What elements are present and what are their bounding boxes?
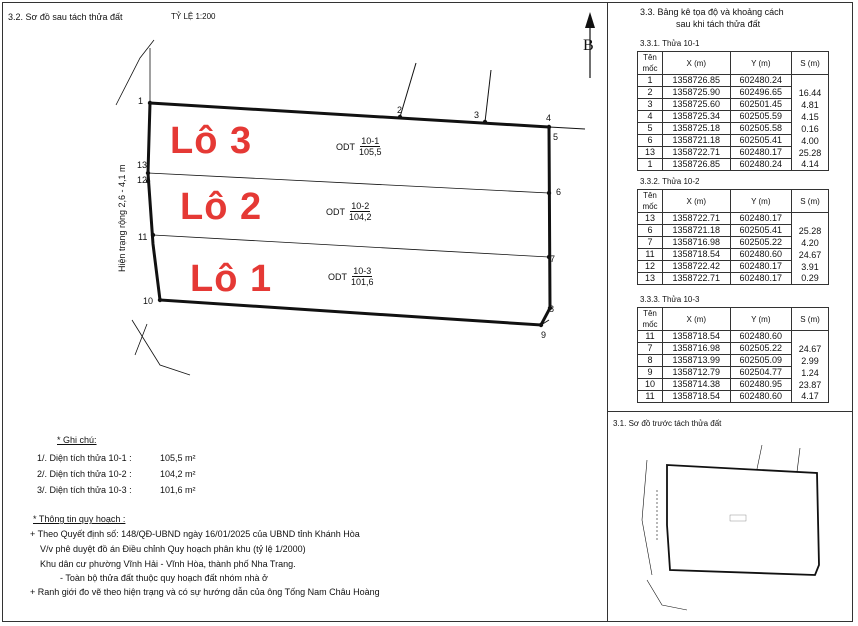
header-marker: Tên mốc xyxy=(638,308,663,331)
table-row xyxy=(638,147,829,159)
marker-cell: 7 xyxy=(638,237,663,249)
x-cell: 1358721.18 xyxy=(663,135,731,147)
marker-cell: 1 xyxy=(638,159,663,171)
before-split-diagram xyxy=(607,440,851,620)
distance-cell: 25.28 xyxy=(792,225,829,237)
notes-title: * Ghi chú: xyxy=(57,435,97,445)
point-label: 4 xyxy=(546,113,552,123)
note-value: 105,5 m² xyxy=(160,453,196,463)
x-cell: 1358718.54 xyxy=(663,331,731,343)
marker-cell: 13 xyxy=(638,273,663,285)
table-title: 3.3.1. Thửa 10-1 xyxy=(640,39,700,48)
table-row xyxy=(638,249,829,261)
distance-cell: 24.67 xyxy=(792,343,829,355)
land-use-code: ODT xyxy=(336,141,355,152)
header-x: X (m) xyxy=(663,52,731,75)
planning-line: + Ranh giới đo vẽ theo hiện trạng và có sự hướng dẫn của ông Tống Nam Châu Hoàng xyxy=(30,587,380,597)
lot-label-10-3 xyxy=(328,266,374,287)
lot-name: Lô 2 xyxy=(180,186,263,228)
x-cell: 1358726.85 xyxy=(663,159,731,171)
y-cell: 602496.65 xyxy=(730,87,791,99)
point-label: 13 xyxy=(137,160,148,170)
distance-cell: 4.15 xyxy=(792,111,829,123)
header-y: Y (m) xyxy=(730,308,791,331)
table-title: 3.3.3. Thửa 10-3 xyxy=(640,295,700,304)
table-row xyxy=(638,379,829,391)
coord-table-10-1 xyxy=(637,51,829,171)
note-value: 104,2 m² xyxy=(160,469,196,479)
table-row xyxy=(638,75,829,87)
x-cell: 1358725.34 xyxy=(663,111,731,123)
y-cell: 602480.17 xyxy=(730,213,791,225)
planning-line: Khu dân cư phường Vĩnh Hải - Vĩnh Hòa, thành phố Nha Trang. xyxy=(40,559,296,569)
parcel-area: 104,2 xyxy=(349,212,372,222)
y-cell: 602505.41 xyxy=(730,225,791,237)
distance-cell: 4.17 xyxy=(792,391,829,403)
table-row xyxy=(638,213,829,225)
distance-cell xyxy=(792,75,829,87)
marker-cell: 4 xyxy=(638,111,663,123)
road-label: Hiện trạng rộng 2,6 - 4,1 m xyxy=(117,164,127,272)
marker-cell: 13 xyxy=(638,147,663,159)
table-row xyxy=(638,391,829,403)
y-cell: 602480.17 xyxy=(730,147,791,159)
x-cell: 1358718.54 xyxy=(663,391,731,403)
y-cell: 602501.45 xyxy=(730,99,791,111)
table-row xyxy=(638,367,829,379)
distance-cell: 4.00 xyxy=(792,135,829,147)
y-cell: 602480.60 xyxy=(730,331,791,343)
table-title: 3.3.2. Thửa 10-2 xyxy=(640,177,700,186)
table-row xyxy=(638,355,829,367)
scale-label: TỶ LỆ 1:200 xyxy=(171,12,216,21)
marker-cell: 5 xyxy=(638,123,663,135)
distance-cell xyxy=(792,213,829,225)
planning-title: * Thông tin quy hoạch : xyxy=(33,514,126,524)
x-cell: 1358721.18 xyxy=(663,225,731,237)
header-y: Y (m) xyxy=(730,52,791,75)
marker-cell: 6 xyxy=(638,135,663,147)
table-row xyxy=(638,159,829,171)
after-split-title: 3.2. Sơ đồ sau tách thửa đất xyxy=(8,12,123,22)
table-row xyxy=(638,261,829,273)
lot-name: Lô 1 xyxy=(190,258,273,300)
table-row xyxy=(638,273,829,285)
x-cell: 1358712.79 xyxy=(663,367,731,379)
lot-label-10-2 xyxy=(326,201,372,222)
y-cell: 602504.77 xyxy=(730,367,791,379)
header-s: S (m) xyxy=(792,52,829,75)
x-cell: 1358716.98 xyxy=(663,343,731,355)
marker-cell: 9 xyxy=(638,367,663,379)
table-row xyxy=(638,343,829,355)
y-cell: 602480.17 xyxy=(730,261,791,273)
x-cell: 1358726.85 xyxy=(663,75,731,87)
point-label: 6 xyxy=(556,187,562,197)
y-cell: 602480.95 xyxy=(730,379,791,391)
coord-table-subtitle: sau khi tách thửa đất xyxy=(676,19,761,29)
table-row xyxy=(638,237,829,249)
header-x: X (m) xyxy=(663,190,731,213)
coord-table-10-3 xyxy=(637,307,829,403)
marker-cell: 11 xyxy=(638,331,663,343)
parcel-number: 10-3 xyxy=(353,266,372,276)
point-label: 9 xyxy=(541,330,547,340)
y-cell: 602480.24 xyxy=(730,75,791,87)
point-label: 11 xyxy=(138,232,148,242)
x-cell: 1358722.71 xyxy=(663,147,731,159)
table-row xyxy=(638,135,829,147)
point-label: 10 xyxy=(143,296,154,306)
point-label: 1 xyxy=(138,96,144,106)
road-boundary-right xyxy=(132,320,190,375)
distance-cell: 2.99 xyxy=(792,355,829,367)
original-parcel-outline xyxy=(667,465,819,575)
table-row xyxy=(638,87,829,99)
distance-cell: 0.29 xyxy=(792,273,829,285)
marker-cell: 12 xyxy=(638,261,663,273)
x-cell: 1358725.18 xyxy=(663,123,731,135)
point-label: 3 xyxy=(474,110,480,120)
distance-cell: 3.91 xyxy=(792,261,829,273)
marker-cell: 8 xyxy=(638,355,663,367)
y-cell: 602480.24 xyxy=(730,159,791,171)
distance-cell: 24.67 xyxy=(792,249,829,261)
y-cell: 602505.41 xyxy=(730,135,791,147)
header-marker: Tên mốc xyxy=(638,190,663,213)
y-cell: 602505.22 xyxy=(730,343,791,355)
x-cell: 1358716.98 xyxy=(663,237,731,249)
note-label: 3/. Diện tích thửa 10-3 : xyxy=(37,485,132,495)
table-row xyxy=(638,123,829,135)
distance-cell: 4.14 xyxy=(792,159,829,171)
header-marker: Tên mốc xyxy=(638,52,663,75)
parcel-number: 10-2 xyxy=(351,201,370,211)
x-cell: 1358725.60 xyxy=(663,99,731,111)
land-use-code: ODT xyxy=(328,271,347,282)
parcel-number: 10-1 xyxy=(361,136,380,146)
coord-table-title: 3.3. Bảng kê tọa độ và khoảng cách xyxy=(640,7,784,17)
lot-name: Lô 3 xyxy=(170,120,253,162)
marker-cell: 1 xyxy=(638,75,663,87)
distance-cell: 4.81 xyxy=(792,99,829,111)
y-cell: 602480.60 xyxy=(730,249,791,261)
point-label: 12 xyxy=(137,175,148,185)
land-use-code: ODT xyxy=(326,206,345,217)
distance-cell: 23.87 xyxy=(792,379,829,391)
marker-cell: 11 xyxy=(638,249,663,261)
planning-line: + Theo Quyết định số: 148/QĐ-UBND ngày 16/01/2025 của UBND tỉnh Khánh Hòa xyxy=(30,529,360,539)
marker-cell: 13 xyxy=(638,213,663,225)
point-label: 2 xyxy=(397,105,403,115)
x-cell: 1358718.54 xyxy=(663,249,731,261)
distance-cell: 25.28 xyxy=(792,147,829,159)
lot-label-10-1 xyxy=(336,136,382,157)
x-cell: 1358713.99 xyxy=(663,355,731,367)
y-cell: 602505.58 xyxy=(730,123,791,135)
planning-line: V/v phê duyệt đồ án Điều chỉnh Quy hoạch phân khu (tỷ lệ 1/2000) xyxy=(40,544,306,554)
point-label: 8 xyxy=(549,304,555,314)
distance-cell: 0.16 xyxy=(792,123,829,135)
marker-cell: 2 xyxy=(638,87,663,99)
distance-cell: 4.20 xyxy=(792,237,829,249)
note-label: 2/. Diện tích thửa 10-2 : xyxy=(37,469,132,479)
marker-cell: 11 xyxy=(638,391,663,403)
marker-cell: 6 xyxy=(638,225,663,237)
north-label: B xyxy=(583,37,594,54)
point-label: 5 xyxy=(553,132,559,142)
table-row xyxy=(638,331,829,343)
marker-cell: 3 xyxy=(638,99,663,111)
y-cell: 602505.59 xyxy=(730,111,791,123)
parcel-area: 101,6 xyxy=(351,277,374,287)
planning-line: - Toàn bộ thửa đất thuộc quy hoạch đất nhóm nhà ở xyxy=(60,573,268,583)
table-row xyxy=(638,225,829,237)
marker-cell: 7 xyxy=(638,343,663,355)
distance-cell xyxy=(792,331,829,343)
table-row xyxy=(638,111,829,123)
header-s: S (m) xyxy=(792,190,829,213)
before-split-title: 3.1. Sơ đồ trước tách thửa đất xyxy=(613,419,722,428)
point-label: 7 xyxy=(550,254,556,264)
x-cell: 1358722.42 xyxy=(663,261,731,273)
road-boundary-left xyxy=(116,40,154,105)
y-cell: 602505.09 xyxy=(730,355,791,367)
y-cell: 602480.60 xyxy=(730,391,791,403)
marker-cell: 10 xyxy=(638,379,663,391)
coord-table-10-2 xyxy=(637,189,829,285)
y-cell: 602505.22 xyxy=(730,237,791,249)
distance-cell: 1.24 xyxy=(792,367,829,379)
x-cell: 1358725.90 xyxy=(663,87,731,99)
distance-cell: 16.44 xyxy=(792,87,829,99)
parcel-diagram xyxy=(0,0,606,420)
x-cell: 1358722.71 xyxy=(663,213,731,225)
division-line-11-7 xyxy=(153,235,549,257)
x-cell: 1358714.38 xyxy=(663,379,731,391)
header-y: Y (m) xyxy=(730,190,791,213)
y-cell: 602480.17 xyxy=(730,273,791,285)
header-x: X (m) xyxy=(663,308,731,331)
x-cell: 1358722.71 xyxy=(663,273,731,285)
parcel-area: 105,5 xyxy=(359,147,382,157)
note-value: 101,6 m² xyxy=(160,485,196,495)
header-s: S (m) xyxy=(792,308,829,331)
table-row xyxy=(638,99,829,111)
note-label: 1/. Diện tích thửa 10-1 : xyxy=(37,453,132,463)
